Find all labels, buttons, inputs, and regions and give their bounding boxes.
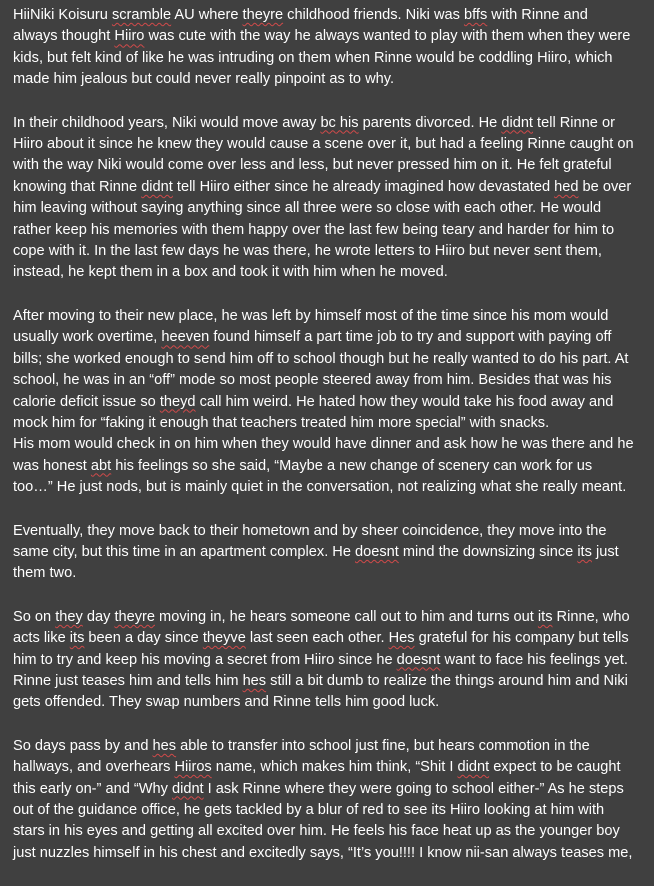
paragraph-3 — [13, 306, 643, 499]
paragraph-1 — [13, 5, 643, 91]
text-segment: tell Rinne or — [533, 114, 615, 131]
text-segment: Rinne, who — [552, 608, 630, 625]
text-line — [13, 456, 643, 477]
text-segment: just nuzzles himself in his chest and excitedly says, “It’s you!!!! I know nii-san always teases me, — [13, 844, 633, 861]
text-segment: expect to be caught — [489, 759, 621, 776]
text-segment: always thought — [13, 28, 115, 45]
paragraph-6 — [13, 736, 643, 864]
text-segment: AU where — [171, 7, 243, 23]
text-segment: gets offended. They swap numbers and Rinne tells him good luck. — [13, 694, 440, 711]
spellcheck-flagged-word: doesnt — [396, 651, 441, 668]
text-segment: him to try and keep his moving a secret from Hiiro since he — [13, 651, 397, 668]
text-line — [13, 349, 643, 370]
spellcheck-flagged-word: its — [537, 608, 553, 625]
text-line — [13, 413, 643, 434]
text-line — [13, 434, 643, 455]
text-segment: In their childhood years, Niki would move away — [13, 114, 321, 131]
text-segment: name, which makes him think, “Shit I — [211, 759, 458, 776]
text-segment: So days pass by and — [13, 737, 153, 754]
text-segment: parents divorced. He — [358, 114, 502, 131]
text-segment: with Rinne and — [487, 7, 588, 23]
text-segment: able to transfer into school just fine, but hears commotion in the — [176, 737, 590, 754]
spellcheck-flagged-word: abt — [90, 457, 112, 474]
text-segment: mock him for “faking it enough that teachers treated him more special” with snacks. — [13, 414, 550, 431]
text-line — [13, 563, 643, 584]
text-line — [13, 692, 643, 713]
text-segment: him leaving without saying anything since all three were so close with each other. He would — [13, 200, 602, 217]
text-line — [13, 821, 643, 842]
text-segment: I ask Rinne where they were going to school either-” As he steps — [203, 780, 624, 797]
text-segment: this early on-” and “Why — [13, 780, 172, 797]
text-segment: stars in his eyes and getting all excited over him. He feels his face heat up as the younger boy — [13, 823, 620, 840]
paragraph-4 — [13, 521, 643, 585]
spellcheck-flagged-word: Hiiros — [174, 759, 212, 776]
spellcheck-flagged-word: didnt — [501, 114, 533, 131]
text-line — [13, 327, 643, 348]
spellcheck-flagged-word: didnt — [141, 178, 173, 195]
spellcheck-flagged-word: didnt — [171, 780, 204, 797]
text-line — [13, 477, 643, 498]
text-segment: kids, but felt kind of like he was intruding on them when Rinne would be coddling Hiiro, which — [13, 49, 613, 66]
text-line — [13, 306, 643, 327]
text-segment: day — [82, 608, 115, 625]
text-segment: same city, but this time in an apartment complex. He — [13, 543, 356, 560]
text-segment: his feelings so she said, “Maybe a new change of scenery can work for us — [111, 457, 593, 474]
text-line — [13, 241, 643, 262]
spellcheck-flagged-word: bc his — [320, 114, 359, 131]
spellcheck-flagged-word: hes — [152, 737, 177, 754]
text-segment: cope with it. In the last few days he was there, he wrote letters to Hiiro but never sent them, — [13, 243, 602, 260]
text-segment: HiiNiki Koisuru — [13, 7, 112, 23]
text-line — [13, 736, 643, 757]
spellcheck-flagged-word: doesnt — [355, 543, 399, 560]
text-segment: acts like — [13, 630, 70, 647]
text-segment: hallways, and overhears — [13, 759, 175, 776]
spellcheck-flagged-word: its — [577, 543, 592, 560]
text-segment: childhood friends. Niki was — [283, 7, 464, 23]
spellcheck-flagged-word: theyve — [202, 630, 246, 647]
spellcheck-flagged-word: heeven — [161, 329, 210, 346]
spellcheck-flagged-word: Hiiro — [114, 28, 145, 45]
text-line — [13, 650, 643, 671]
text-segment: instead, he kept them in a box and took it with him when he moved. — [13, 264, 448, 281]
text-segment: usually work overtime, — [13, 329, 162, 346]
text-line — [13, 671, 643, 692]
text-segment: bills; she worked enough to send him off to school though but he really wanted to do his part. At — [13, 350, 629, 367]
text-line — [13, 26, 643, 47]
spellcheck-flagged-word: hed — [554, 178, 579, 195]
text-line — [13, 370, 643, 391]
text-segment: So on — [13, 608, 56, 625]
text-line — [13, 800, 643, 821]
text-line — [13, 521, 643, 542]
spellcheck-flagged-word: theyre — [242, 7, 284, 23]
text-segment: them two. — [13, 565, 77, 582]
text-line — [13, 628, 643, 649]
text-segment: school, he was in an “off” mode so most people steered away from him. Besides that was his — [13, 372, 612, 389]
text-segment: out of the guidance office, he gets tackled by a blur of red to see its Hiiro looking at him with — [13, 802, 605, 818]
text-segment: made him jealous but could never really pinpoint as to why. — [13, 71, 394, 88]
text-line — [13, 69, 643, 90]
paragraph-2 — [13, 113, 643, 284]
spellcheck-flagged-word: scramble — [111, 7, 172, 23]
text-line — [13, 5, 643, 26]
text-line — [13, 177, 643, 198]
text-segment: calorie deficit issue so — [13, 393, 160, 410]
document-body — [13, 5, 643, 886]
text-line — [13, 607, 643, 628]
text-segment: found himself a part time job to try and support with paying off — [209, 329, 612, 346]
text-segment: just — [591, 543, 619, 560]
text-line — [13, 262, 643, 283]
text-segment: moving in, he hears someone call out to him and turns out — [155, 608, 538, 625]
spellcheck-flagged-word: bffs — [463, 7, 488, 23]
text-segment: After moving to their new place, he was left by himself most of the time since his mom would — [13, 307, 609, 324]
text-segment: too…” He just nods, but is mainly quiet in the conversation, not realizing what she really meant. — [13, 479, 627, 496]
text-segment: was honest — [13, 457, 91, 474]
text-segment: rather keep his memories with them happy over the last few being teary and harder for him to — [13, 221, 615, 238]
text-segment: Hiiro about it since he knew they would cause a scene over it, but had a feeling Rinne caught on — [13, 136, 634, 153]
spellcheck-flagged-word: theyre — [114, 608, 155, 625]
text-line — [13, 134, 643, 155]
spellcheck-flagged-word: its — [69, 630, 85, 647]
text-segment: tell Hiiro either since he already imagined how devastated — [172, 178, 555, 195]
spellcheck-flagged-word: they — [55, 608, 83, 625]
paragraph-5 — [13, 607, 643, 714]
text-segment: Eventually, they move back to their hometown and by sheer coincidence, they move into the — [13, 522, 607, 539]
text-segment: last seen each other. — [245, 630, 389, 647]
text-line — [13, 220, 643, 241]
text-line — [13, 155, 643, 176]
text-segment: call him weird. He hated how they would take his food away and — [195, 393, 614, 410]
text-line — [13, 542, 643, 563]
text-line — [13, 113, 643, 134]
text-line — [13, 757, 643, 778]
text-line — [13, 48, 643, 69]
spellcheck-flagged-word: theyd — [159, 393, 196, 410]
text-line — [13, 843, 643, 864]
text-segment: grateful for his company but tells — [414, 630, 629, 647]
spellcheck-flagged-word: hes — [242, 672, 267, 689]
text-segment: be over — [578, 178, 632, 195]
text-segment: knowing that Rinne — [13, 178, 142, 195]
text-segment: want to face his feelings yet. — [440, 651, 628, 668]
text-line — [13, 392, 643, 413]
text-line — [13, 198, 643, 219]
text-segment: still a bit dumb to realize the things around him and Niki — [266, 672, 628, 689]
spellcheck-flagged-word: didnt — [457, 759, 490, 776]
text-segment: Rinne just teases him and tells him — [13, 672, 243, 689]
text-segment: been a day since — [84, 630, 203, 647]
text-segment: was cute with the way he always wanted to play with them when they were — [144, 28, 631, 45]
text-segment: mind the downsizing since — [398, 543, 578, 560]
text-segment: with the way Niki would come over less and less, but never pressed him on it. He felt grateful — [13, 157, 612, 174]
spellcheck-flagged-word: Hes — [388, 630, 415, 647]
text-segment: His mom would check in on him when they would have dinner and ask how he was there and he — [13, 436, 634, 453]
